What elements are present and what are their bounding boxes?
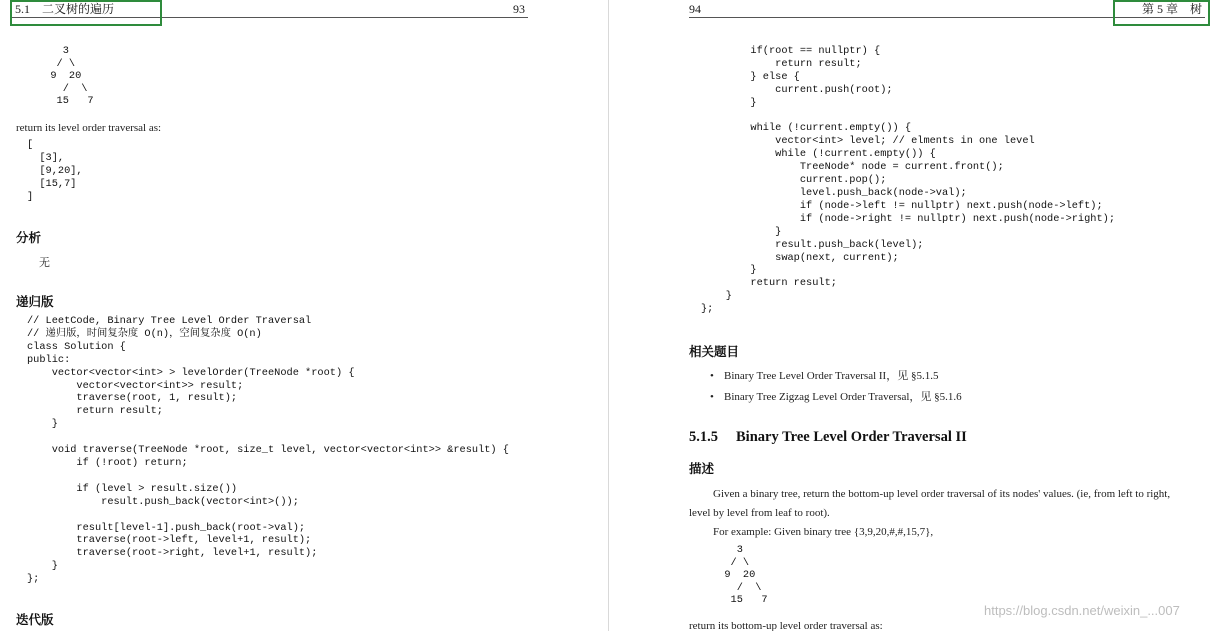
related-item[interactable]: • Binary Tree Level Order Traversal II，见 §5.1.5: [710, 370, 939, 382]
result-code: [ [3], [9,20], [15,7] ]: [27, 139, 83, 203]
section-number: 5.1.5: [689, 429, 718, 445]
right-page: [609, 0, 1210, 631]
analysis-text: 无: [39, 256, 50, 269]
related-heading: 相关题目: [689, 344, 740, 359]
section-title: [689, 429, 967, 446]
section-header: 5.1 二叉树的遍历: [15, 2, 115, 16]
iterative-code: if(root == nullptr) { return result; } else { current.push(root); } while (!current.empty()) { vector<int> level; // elments in one level while (!current.empty()) { TreeNode* node = current.front(); current.pop(); level.push_back(node->val); if (node->left != nullptr) next.push(node->left); if (node->right != nullptr) next.push(node->right); } result.push_back(level); swap(next, current); } return result; } };: [701, 45, 1116, 316]
example-text: For example: Given binary tree {3,9,20,#,#,15,7},: [713, 526, 934, 538]
recursive-code: // LeetCode, Binary Tree Level Order Traversal // 递归版，时间复杂度 O(n)，空间复杂度 O(n) class Solution { public: vector<vector<int> > levelOrder(TreeNode *root) { vector<vector<int>> result; traverse(root, 1, result); return result; } void traverse(TreeNode *root, size_t level, vector<vector<int>> &result) { if (!root) return; if (level > result.size()) result.push_back(vector<int>()); result[level-1].push_back(root->val); traverse(root->left, level+1, result); traverse(root->right, level+1, result); } };: [27, 315, 509, 586]
iterative-heading: 迭代版: [16, 612, 54, 627]
section-name: Binary Tree Level Order Traversal II: [736, 429, 967, 445]
tree-diagram: 3 / \ 9 20 / \ 15 7: [50, 45, 94, 108]
tree-diagram: 3 / \ 9 20 / \ 15 7: [724, 544, 768, 607]
bullet-icon: •: [710, 391, 714, 403]
description-heading: 描述: [689, 461, 715, 476]
recursive-heading: 递归版: [16, 294, 54, 309]
description-line-2: level by level from leaf to root).: [689, 507, 830, 519]
page-number: 94: [689, 2, 701, 16]
return-text: return its level order traversal as:: [16, 122, 162, 134]
analysis-heading: 分析: [16, 230, 42, 245]
related-item[interactable]: • Binary Tree Zigzag Level Order Traversal，见 §5.1.6: [710, 391, 962, 403]
description-line-1: Given a binary tree, return the bottom-up level order traversal of its nodes' values. (ie, from left to right,: [713, 488, 1171, 500]
return-text: return its bottom-up level order traversal as:: [689, 620, 883, 631]
watermark: https://blog.csdn.net/weixin_...007: [984, 603, 1180, 618]
chapter-header: 第 5 章 树: [1142, 2, 1203, 16]
bullet-icon: •: [710, 370, 714, 382]
page-number: 93: [513, 2, 525, 16]
